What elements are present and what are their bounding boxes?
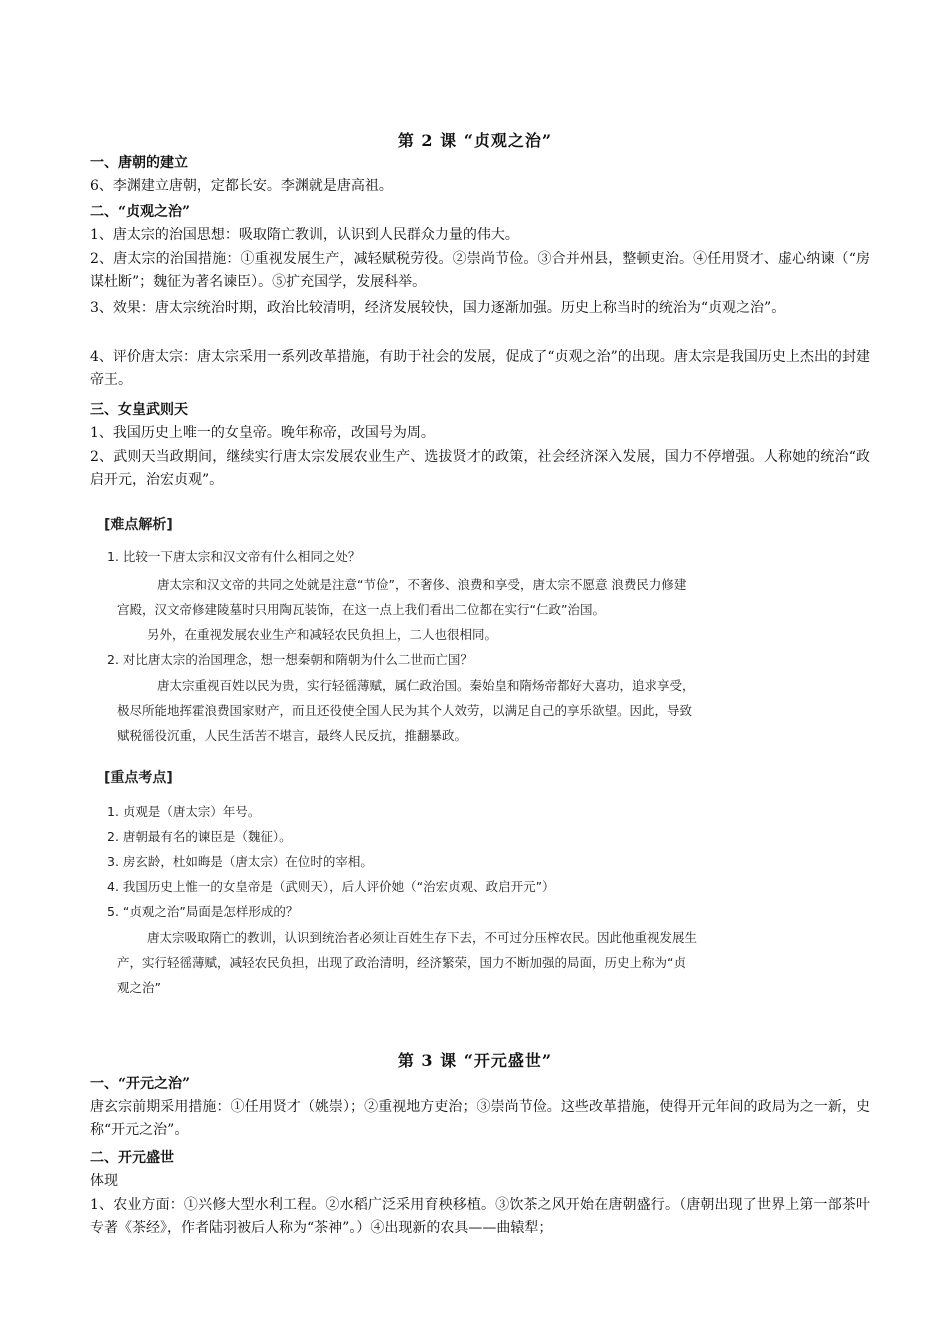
lesson2-section2-paragraph-3: 3、效果：唐太宗统治时期，政治比较清明，经济发展较快，国力逐渐加强。历史上称当时的统治为“贞观之治”。 — [90, 300, 786, 316]
difficult-answer-2-line-3: 赋税徭役沉重，人民生活苦不堪言，最终人民反抗，推翻暴政。 — [117, 728, 468, 743]
difficult-question-2: 2. 对比唐太宗的治国理念，想一想秦朝和隋朝为什么二世而亡国？ — [107, 652, 473, 667]
lesson2-section1-heading: 一、唐朝的建立 — [90, 155, 188, 171]
lesson3-section2-heading: 二、开元盛世 — [90, 1150, 174, 1166]
lesson2-title: 第 2 课 “贞观之治” — [397, 131, 553, 150]
lesson2-section2-paragraph-2: 2、唐太宗的治国措施：①重视发展生产，减轻赋税劳役。②崇尚节俭。③合并州县，整顿吏治。④任用贤才、虚心纳谏（“房谋杜断”；魏征为著名谏臣）。⑤扩充国学，发展科举。 — [90, 251, 870, 290]
key-points-heading: [重点考点] — [104, 770, 173, 786]
lesson3-section1-heading: 一、“开元之治” — [90, 1076, 191, 1092]
lesson3-title: 第 3 课 “开元盛世” — [397, 1051, 553, 1070]
key-point-1: 1. 贞观是（唐太宗）年号。 — [107, 804, 261, 819]
key-point-4: 4. 我国历史上惟一的女皇帝是（武则天），后人评价她（“治宏贞观、政启开元”） — [107, 879, 555, 894]
key-point-5-answer-line-3: 观之治” — [117, 980, 161, 995]
difficult-answer-2-line-1: 唐太宗重视百姓以民为贵，实行轻徭薄赋，属仁政治国。秦始皇和隋炀帝都好大喜功，追求享受， — [157, 678, 695, 693]
difficult-answer-1-line-1: 唐太宗和汉文帝的共同之处就是注意“节俭”，不奢侈、浪费和享受，唐太宗不愿意 浪费民力修建 — [157, 577, 687, 592]
key-point-5: 5. “贞观之治”局面是怎样形成的？ — [107, 904, 299, 919]
lesson3-section1-paragraph: 唐玄宗前期采用措施：①任用贤才（姚崇）；②重视地方吏治；③崇尚节俭。这些改革措施，使得开元年间的政局为之一新，史称“开元之治”。 — [90, 1099, 870, 1138]
lesson2-section3-paragraph-2: 2、武则天当政期间，继续实行唐太宗发展农业生产、选拔贤才的政策，社会经济深入发展，国力不停增强。人称她的统治“政启开元，治宏贞观”。 — [90, 449, 870, 488]
lesson2-section1-paragraph: 6、李渊建立唐朝，定都长安。李渊就是唐高祖。 — [90, 178, 393, 194]
key-point-3: 3. 房玄龄，杜如晦是（唐太宗）在位时的宰相。 — [107, 854, 373, 869]
difficult-answer-1-line-3: 另外，在重视发展农业生产和减轻农民负担上，二人也很相同。 — [147, 627, 498, 642]
lesson2-section2-paragraph-4: 4、评价唐太宗：唐太宗采用一系列改革措施，有助于社会的发展，促成了“贞观之治”的出现。唐太宗是我国历史上杰出的封建帝王。 — [90, 349, 870, 388]
lesson2-section3-paragraph-1: 1、我国历史上唯一的女皇帝。晚年称帝，改国号为周。 — [90, 425, 435, 441]
lesson3-section2-paragraph-1: 1、农业方面：①兴修大型水利工程。②水稻广泛采用育秧移植。③饮茶之风开始在唐朝盛行。（唐朝出现了世界上第一部茶叶专著《茶经》，作者陆羽被后人称为“茶神”。）④出现新的农具——曲辕犁； — [90, 1197, 870, 1236]
key-point-2: 2. 唐朝最有名的谏臣是（魏征）。 — [107, 829, 292, 844]
key-point-5-answer-line-2: 产，实行轻徭薄赋，减轻农民负担，出现了政治清明，经济繁荣，国力不断加强的局面，历史上称为“贞 — [117, 955, 686, 970]
lesson2-section3-heading: 三、女皇武则天 — [90, 402, 188, 418]
difficult-answer-1-line-2: 宫殿，汉文帝修建陵墓时只用陶瓦装饰，在这一点上我们看出二位都在实行“仁政”治国。 — [117, 602, 605, 617]
key-point-5-answer-line-1: 唐太宗吸取隋亡的教训，认识到统治者必须让百姓生存下去，不可过分压榨农民。因此他重视发展生 — [147, 930, 698, 945]
difficult-answer-2-line-2: 极尽所能地挥霍浪费国家财产，而且还役使全国人民为其个人效劳，以满足自己的享乐欲望。因此，导致 — [117, 703, 693, 718]
difficult-points-heading: [难点解析] — [104, 517, 173, 533]
lesson2-section2-heading: 二、“贞观之治” — [90, 204, 191, 220]
lesson2-section2-paragraph-1: 1、唐太宗的治国思想：吸取隋亡教训，认识到人民群众力量的伟大。 — [90, 227, 519, 243]
difficult-question-1: 1. 比较一下唐太宗和汉文帝有什么相同之处？ — [107, 549, 361, 564]
lesson3-section2-subheading: 体现 — [90, 1173, 118, 1189]
